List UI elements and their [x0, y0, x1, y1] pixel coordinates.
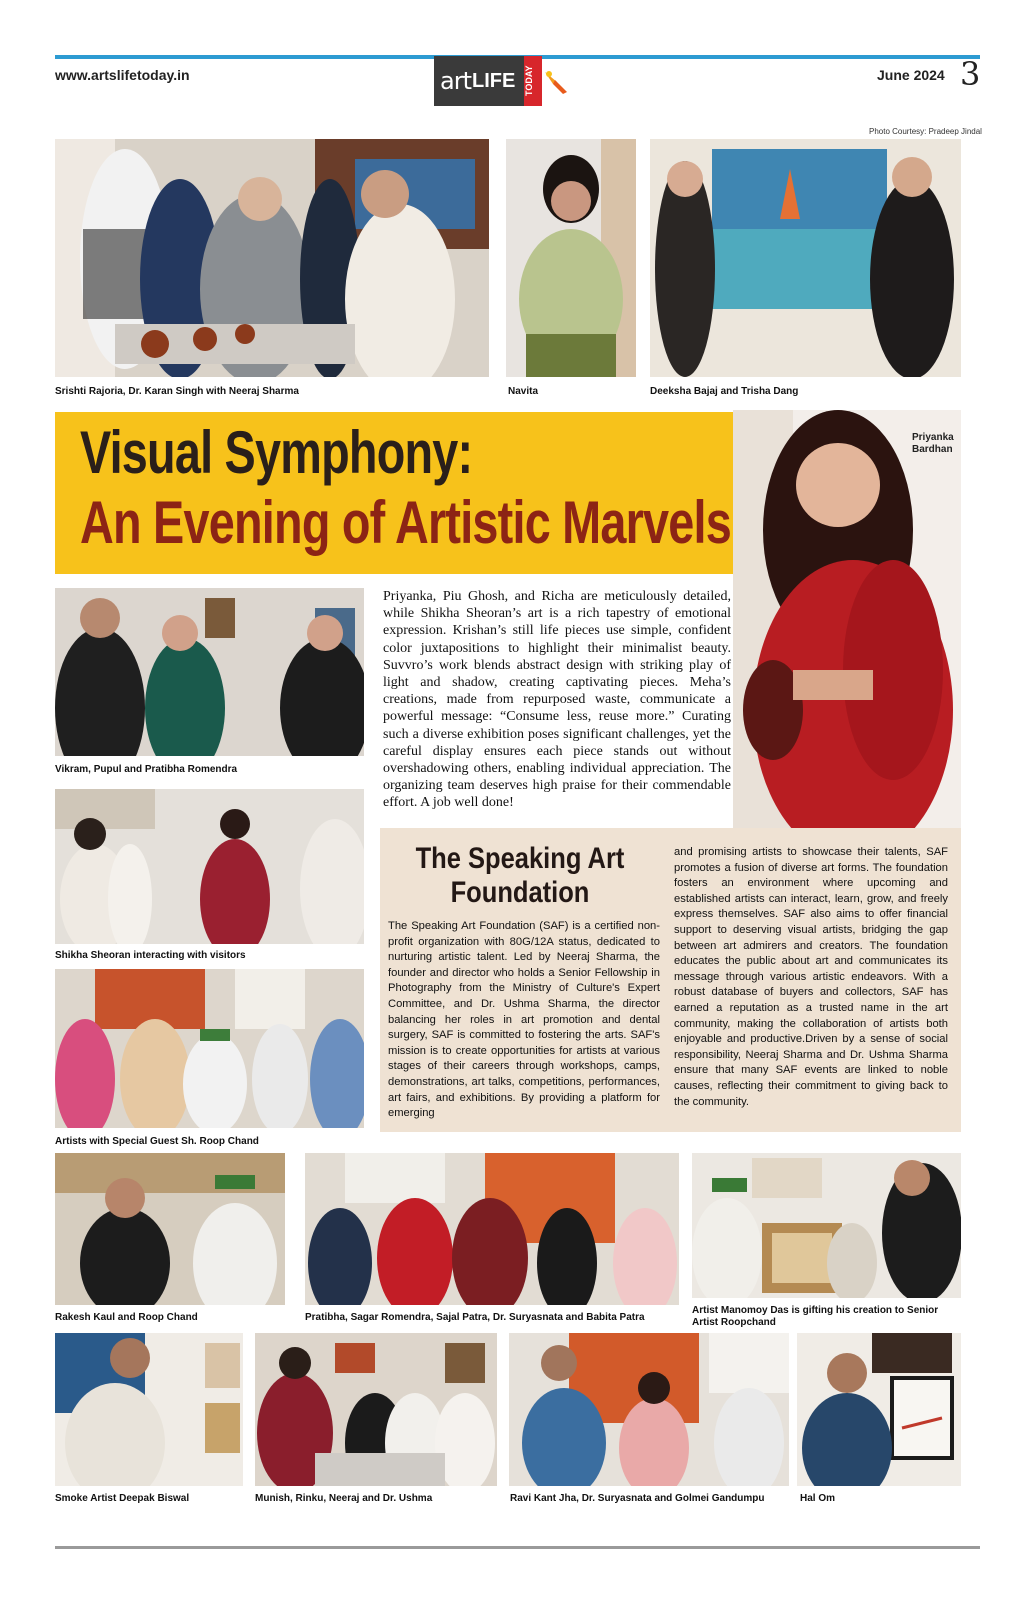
caption-row4-3: Ravi Kant Jha, Dr. Suryasnata and Golmei Gandumpu [510, 1493, 765, 1504]
artlife-logo [434, 56, 542, 106]
caption-row3-1: Rakesh Kaul and Roop Chand [55, 1312, 198, 1323]
saf-column-2: and promising artists to showcase their talents, SAF promotes a fusion of diverse art forms. The foundation fosters an environment where upcoming and established artists can interact, learn, grow, and freely express themselves. SAF also aims to offer financial support to deserving visual artists, bridging the gap between art admirers and creators. The foundation educates the public about art and communicates its message through various artistic endeavors. With a robust database of buyers and collectors, SAF has earned a reputation as a trusted name in the art community, making the collaboration of artists both enjoyable and productive.Driven by a sense of social responsibility, Neeraj Sharma and Dr. Ushma Sharma ensure that many SAF events are linked to noble causes, reflecting their commitment to giving back to the community. [674, 846, 948, 1108]
photo-credit: Photo Courtesy: Pradeep Jindal [869, 127, 982, 136]
photo-shikha-sheoran [55, 789, 364, 944]
logo-life-text: LIFE [471, 69, 516, 92]
photo-priyanka-bardhan [733, 410, 961, 828]
photo-munish-rinku-neeraj-ushma [255, 1333, 497, 1486]
photo-rakesh-roop-chand [55, 1153, 285, 1305]
photo-karan-singh-group [55, 139, 489, 377]
caption-row3-3: Artist Manomoy Das is gifting his creation to Senior Artist Roopchand [692, 1305, 939, 1328]
page-number: 3 [960, 55, 981, 93]
logo-today-text: TODAY [524, 56, 542, 106]
caption-row4-4: Hal Om [800, 1493, 836, 1504]
logo-art-text: art [440, 67, 471, 95]
site-url[interactable]: www.artslifetoday.in [55, 67, 190, 83]
saf-title: The Speaking Art Foundation [415, 842, 625, 909]
photo-pratibha-sagar-sajal [305, 1153, 679, 1305]
caption-row3-2: Pratibha, Sagar Romendra, Sajal Patra, Dr. Suryasnata and Babita Patra [305, 1312, 645, 1323]
issue-date: June 2024 [877, 67, 945, 83]
caption-top-2: Navita [508, 386, 539, 397]
caption-left-2: Shikha Sheoran interacting with visitors [55, 950, 246, 961]
photo-manomoy-das-gifting [692, 1153, 961, 1298]
photo-roop-chand-group [55, 969, 364, 1128]
headline-line-2: An Evening of Artistic Marvels [80, 489, 732, 556]
photo-deeksha-trisha [650, 139, 961, 377]
footer-rule [55, 1546, 980, 1549]
caption-left-1: Vikram, Pupul and Pratibha Romendra [55, 764, 238, 775]
featured-caption: Priyanka Bardhan [912, 432, 954, 455]
photo-navita [506, 139, 636, 377]
photo-ravi-suryasnata-golmei [509, 1333, 789, 1486]
saf-column-1: The Speaking Art Foundation (SAF) is a certified non-profit organization with 80G/12A status, dedicated to nurturing artistic talent. Led by Neeraj Sharma, the founder and director who holds a Senior Fellowship in Photography from the Ministry of Culture's Expert Committee, and Dr. Ushma Sharma, the director balancing her roles in art promotion and dental surgery, SAF is committed to fostering the arts. SAF's mission is to create opportunities for artists at various stages of their careers through workshops, camps, demonstrations, art talks, competitions, performances, art fairs, and exhibitions. By providing a platform for emerging [388, 920, 660, 1120]
headline-line-1: Visual Symphony: [80, 419, 473, 486]
article-body: Priyanka, Piu Ghosh, and Richa are meticulously detailed, while Shikha Sheoran’s art is a rich tapestry of emotional expression. Krishan’s still life pieces use simple, confident color juxtapositions to highlight their minimalist beauty. Suvvro’s work blends abstract design with striking play of light and shadow, creating captivating pieces. Meha’s creations, made from repurposed waste, communicate a powerful message: “Consume less, reuse more.” Curating such a diverse exhibition poses significant challenges, yet the careful display ensures each piece stands out without overshadowing others, enabling individual appreciation. The organizing team deserves high praise for their commendable effort. A job well done! [383, 589, 731, 811]
caption-row4-1: Smoke Artist Deepak Biswal [55, 1493, 190, 1504]
photo-hal-om [797, 1333, 961, 1486]
caption-left-3: Artists with Special Guest Sh. Roop Chand [55, 1136, 259, 1147]
photo-vikram-pupul-pratibha [55, 588, 364, 756]
paintbrush-icon [543, 66, 569, 96]
caption-row4-2: Munish, Rinku, Neeraj and Dr. Ushma [255, 1493, 433, 1504]
caption-top-1: Srishti Rajoria, Dr. Karan Singh with Neeraj Sharma [55, 386, 299, 397]
caption-top-3: Deeksha Bajaj and Trisha Dang [650, 386, 799, 397]
photo-deepak-biswal [55, 1333, 243, 1486]
